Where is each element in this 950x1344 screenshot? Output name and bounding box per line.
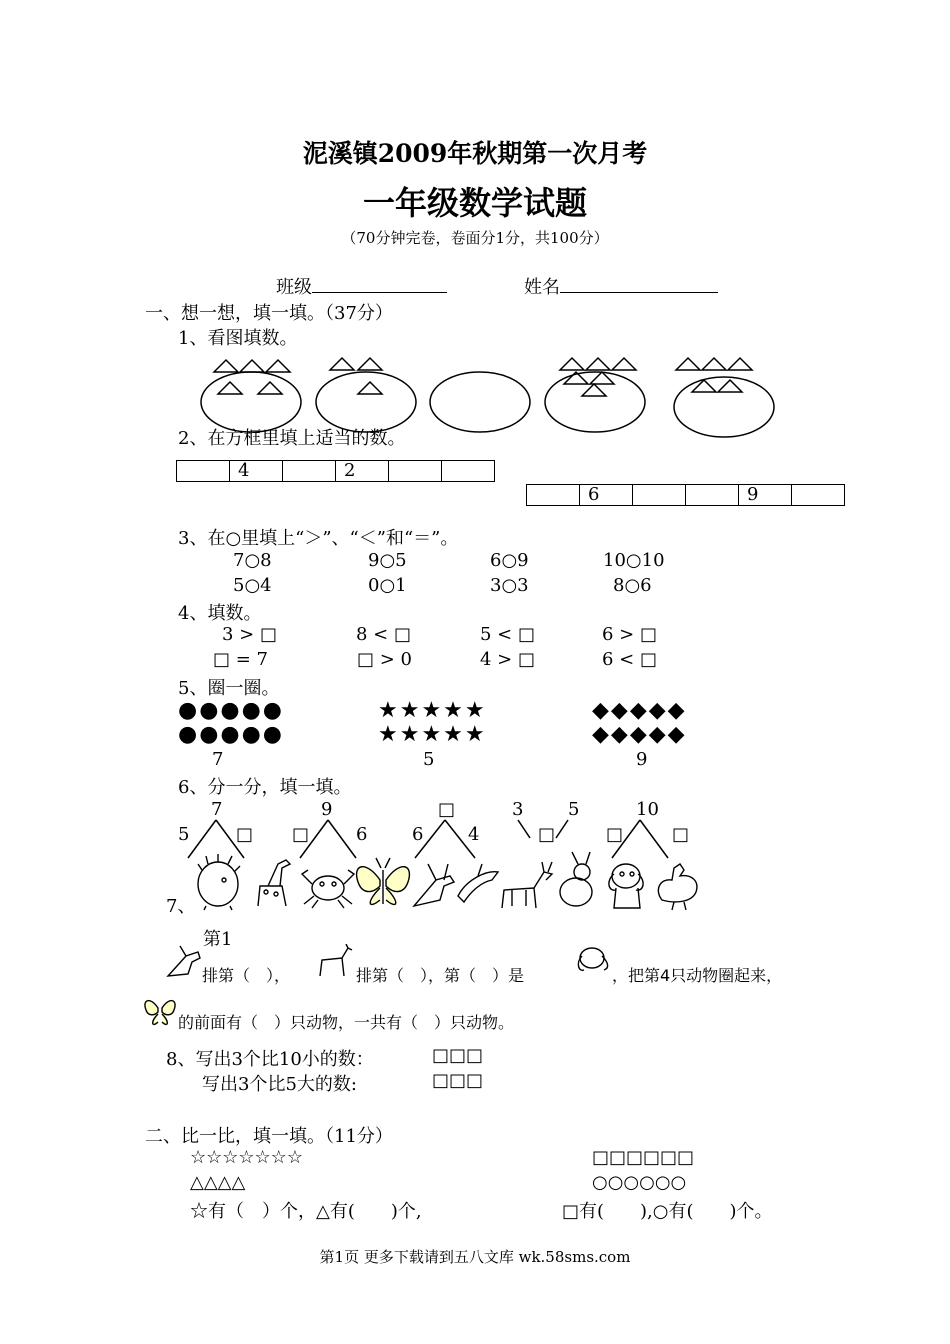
crab-icon <box>302 870 354 908</box>
q6-bottom-number: 6 <box>356 824 368 845</box>
q6-top-number: 7 <box>211 799 223 820</box>
exam-subtitle: （70分钟完卷，卷面分1分，共100分） <box>341 229 609 247</box>
figure-5 <box>674 358 774 437</box>
q5-number: 7 <box>212 749 224 770</box>
q6-top-number: 3 <box>512 799 524 820</box>
q2-row2-table <box>526 484 845 506</box>
section2-question-left[interactable]: ☆有（ ）个，△有( )个, <box>190 1201 422 1222</box>
q4-item[interactable]: □ = 7 <box>213 649 268 670</box>
q5-dots-row[interactable]: ●●●●● <box>178 722 284 747</box>
goat-icon <box>502 862 552 908</box>
q8-line2-boxes[interactable]: □□□ <box>432 1070 484 1091</box>
q8-line2-label: 写出3个比5大的数: <box>202 1074 357 1095</box>
q2-cell[interactable] <box>442 461 495 482</box>
name-label: 姓名 <box>524 277 560 298</box>
butterfly-icon <box>142 994 178 1028</box>
q7-line1-c: ，把第4只动物圈起来， <box>612 966 783 985</box>
q6-bottom-box[interactable]: □ <box>292 824 310 845</box>
q6-top-number: 10 <box>636 799 659 820</box>
q2-row1-table <box>176 460 495 482</box>
q3-item[interactable]: 7○8 <box>233 550 272 571</box>
name-field[interactable] <box>524 273 718 299</box>
q5-diamonds-row[interactable]: ◆◆◆◆◆ <box>592 722 687 747</box>
q6-top-box[interactable]: □ <box>438 799 456 820</box>
rabbit-icon <box>560 852 592 906</box>
q3-item[interactable]: 9○5 <box>368 550 407 571</box>
q2-cell: 9 <box>739 485 792 506</box>
q5-stars-row[interactable]: ★★★★★ <box>378 698 487 723</box>
q2-cell[interactable] <box>527 485 580 506</box>
q3-item[interactable]: 6○9 <box>490 550 529 571</box>
q5-number: 5 <box>423 749 435 770</box>
dog-icon <box>576 944 612 976</box>
q3-item[interactable]: 8○6 <box>613 575 652 596</box>
q8-line1-boxes[interactable]: □□□ <box>432 1045 484 1066</box>
q8-line1-label: 8、写出3个比10小的数： <box>166 1049 374 1070</box>
q4-item[interactable]: 6 < □ <box>602 649 657 670</box>
q2-cell[interactable] <box>792 485 845 506</box>
goat-icon <box>318 944 354 978</box>
q6-bottom-box[interactable]: □ <box>538 824 556 845</box>
q2-cell[interactable] <box>389 461 442 482</box>
q4-item[interactable]: □ > 0 <box>357 649 412 670</box>
q4-item[interactable]: 8 < □ <box>356 624 411 645</box>
q7-first-label: 第1 <box>203 929 233 950</box>
q1-label: 1、看图填数。 <box>178 328 298 349</box>
class-field[interactable] <box>276 273 447 299</box>
q3-item[interactable]: 5○4 <box>233 575 272 596</box>
q6-bottom-box[interactable]: □ <box>672 824 690 845</box>
q5-dots-row[interactable]: ●●●●● <box>178 698 284 723</box>
q7-label: 7、 <box>166 896 196 917</box>
q2-cell: 6 <box>580 485 633 506</box>
q7-line1-b: 排第（ ），第（ ）是 <box>356 966 525 985</box>
giraffe-icon <box>258 860 290 906</box>
dolphin-icon <box>458 864 498 902</box>
q3-item[interactable]: 10○10 <box>603 550 665 571</box>
q2-cell: 2 <box>336 461 389 482</box>
q5-label: 5、圈一圈。 <box>178 678 280 699</box>
class-blank[interactable] <box>312 274 447 293</box>
q3-item[interactable]: 0○1 <box>368 575 407 596</box>
q6-label: 6、分一分，填一填。 <box>178 777 352 798</box>
q6-top-number: 5 <box>568 799 580 820</box>
q5-diamonds-row[interactable]: ◆◆◆◆◆ <box>592 698 687 723</box>
name-blank[interactable] <box>560 274 718 293</box>
section2-triangles: △△△△ <box>190 1172 246 1193</box>
q6-bottom-box[interactable]: □ <box>606 824 624 845</box>
q2-label: 2、在方框里填上适当的数。 <box>178 428 406 449</box>
exam-title: 泥溪镇2009年秋期第一次月考 <box>302 139 648 168</box>
q7-line1-a: 排第（ ）， <box>202 966 291 985</box>
q2-cell[interactable] <box>177 461 230 482</box>
q4-item[interactable]: 5 < □ <box>480 624 535 645</box>
figure-1 <box>201 360 301 432</box>
class-label: 班级 <box>276 277 312 298</box>
hedgehog-icon <box>198 854 240 910</box>
butterfly-icon <box>357 858 410 904</box>
q6-bottom-box[interactable]: □ <box>236 824 254 845</box>
q2-cell[interactable] <box>633 485 686 506</box>
figure-4 <box>545 358 645 432</box>
q6-top-number: 9 <box>321 799 333 820</box>
page-footer: 第1页 更多下载请到五八文库 wk.58sms.com <box>319 1248 631 1266</box>
q2-cell[interactable] <box>283 461 336 482</box>
q6-bottom-number: 6 <box>412 824 424 845</box>
section2-circles: ○○○○○○ <box>592 1172 687 1193</box>
animals-row <box>196 850 706 912</box>
section2-title: 二、比一比，填一填。（11分） <box>145 1126 393 1147</box>
section1-title: 一、想一想，填一填。（37分） <box>145 303 393 324</box>
bird-icon <box>166 944 202 978</box>
exam-subject-title: 一年级数学试题 <box>362 184 587 222</box>
q3-label: 3、在○里填上“＞”、“＜”和“＝”。 <box>178 528 459 549</box>
q4-item[interactable]: 4 > □ <box>480 649 535 670</box>
q2-cell: 4 <box>230 461 283 482</box>
q6-bottom-number: 4 <box>468 824 480 845</box>
dog-icon <box>609 864 643 908</box>
rooster-icon <box>658 864 697 910</box>
section2-stars: ☆☆☆☆☆☆☆ <box>190 1147 303 1168</box>
figure-3 <box>430 372 530 432</box>
section2-question-right[interactable]: □有( ),○有( )个。 <box>562 1201 773 1222</box>
q7-line2: 的前面有（ ）只动物，一共有（ ）只动物。 <box>178 1013 515 1032</box>
q4-item[interactable]: 6 > □ <box>602 624 657 645</box>
section2-squares: □□□□□□ <box>592 1147 695 1168</box>
q4-item[interactable]: 3 > □ <box>222 624 277 645</box>
q2-cell[interactable] <box>686 485 739 506</box>
bird-icon <box>414 864 454 906</box>
q4-label: 4、填数。 <box>178 603 262 624</box>
q6-bottom-number: 5 <box>178 824 190 845</box>
q5-stars-row[interactable]: ★★★★★ <box>378 722 487 747</box>
q3-item[interactable]: 3○3 <box>490 575 529 596</box>
figure-2 <box>316 358 416 432</box>
q5-number: 9 <box>636 749 648 770</box>
